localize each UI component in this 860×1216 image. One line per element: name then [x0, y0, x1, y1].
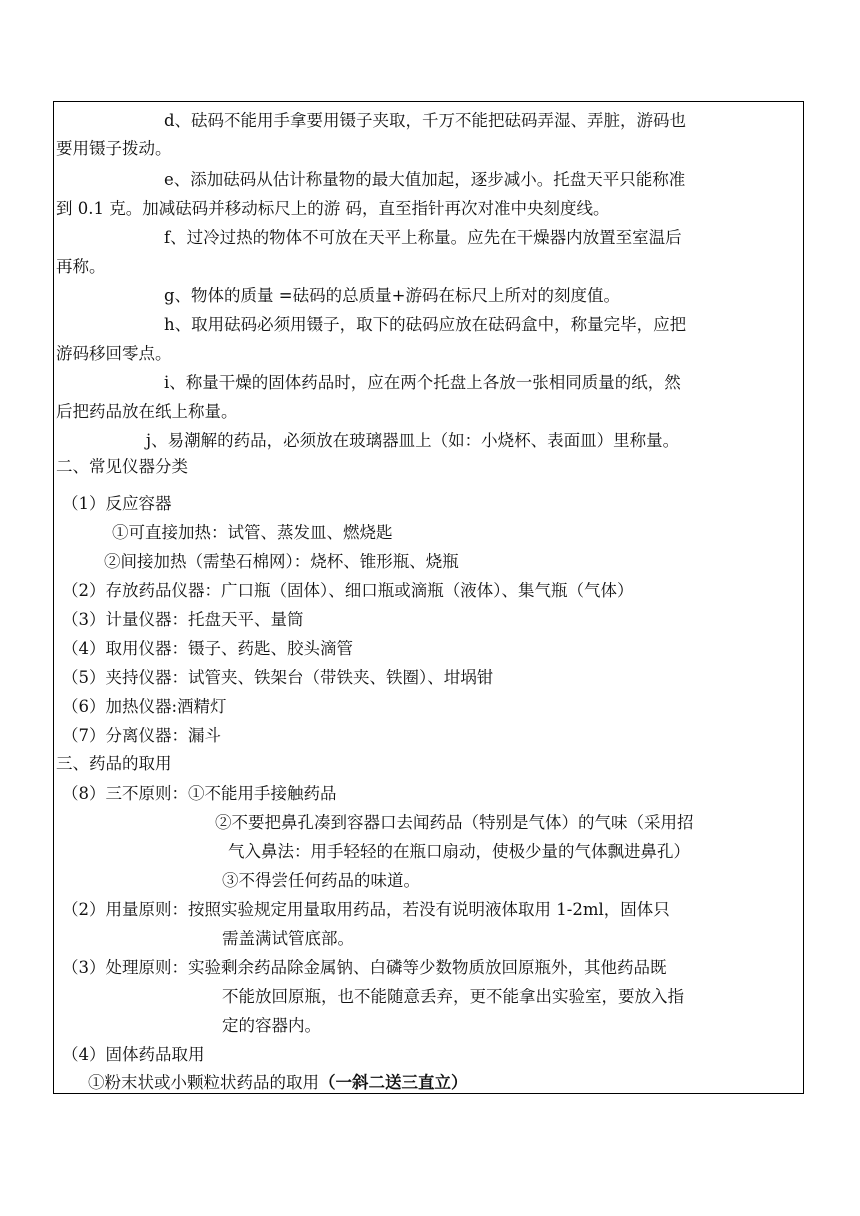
dosage-rule-line2: 需盖满试管底部。 [222, 929, 354, 948]
section2-item: （6）加热仪器:酒精灯 [62, 697, 227, 716]
section2-item: （5）夹持仪器：试管夹、铁架台（带铁夹、铁圈）、坩埚钳 [62, 668, 494, 687]
powder-line [88, 1072, 468, 1094]
rule-f-line1: f、过冷过热的物体不可放在天平上称量。应先在干燥器内放置至室温后 [164, 228, 682, 247]
section2-item: （2）存放药品仪器：广口瓶（固体）、细口瓶或滴瓶（液体）、集气瓶（气体） [62, 581, 634, 600]
section2-item: ②间接加热（需垫石棉网）：烧杯、锥形瓶、烧瓶 [104, 552, 459, 571]
disposal-rule-line3: 定的容器内。 [222, 1016, 321, 1035]
three-no-rule-line2: ②不要把鼻孔凑到容器口去闻药品（特别是气体）的气味（采用招 [215, 813, 694, 832]
rule-i-line2: 后把药品放在纸上称量。 [56, 402, 238, 421]
rule-j-line1: j、易潮解的药品，必须放在玻璃器皿上（如：小烧杯、表面皿）里称量。 [146, 431, 680, 450]
disposal-rule-line2: 不能放回原瓶，也不能随意丢弃，更不能拿出实验室，要放入指 [222, 987, 684, 1006]
disposal-rule-line1: （3）处理原则：实验剩余药品除金属钠、白磷等少数物质放回原瓶外，其他药品既 [62, 958, 667, 977]
rule-h-line1: h、取用砝码必须用镊子，取下的砝码应放在砝码盒中，称量完毕，应把 [164, 315, 687, 334]
rule-h-line2: 游码移回零点。 [56, 344, 172, 363]
section2-heading: 二、常见仪器分类 [56, 457, 188, 476]
section2-item: （4）取用仪器：镊子、药匙、胶头滴管 [62, 639, 353, 658]
section3-heading: 三、药品的取用 [56, 754, 172, 773]
three-no-rule-line4: ③不得尝任何药品的味道。 [222, 871, 420, 890]
powder-text: ①粉末状或小颗粒状药品的取用 [88, 1073, 319, 1092]
solid-drug-heading: （4）固体药品取用 [62, 1045, 205, 1064]
section2-item: ①可直接加热：试管、蒸发皿、燃烧匙 [112, 523, 393, 542]
rule-i-line1: i、称量干燥的固体药品时，应在两个托盘上各放一张相同质量的纸，然 [164, 373, 681, 392]
section2-item: （1）反应容器 [62, 494, 172, 513]
dosage-rule-line1: （2）用量原则：按照实验规定用量取用药品，若没有说明液体取用 1-2ml，固体只 [62, 900, 670, 919]
rule-d-line1: d、砝码不能用手拿要用镊子夹取，千万不能把砝码弄湿、弄脏，游码也 [164, 111, 687, 130]
section2-item: （3）计量仪器：托盘天平、量筒 [62, 610, 304, 629]
rule-e-line2: 到 0.1 克。加减砝码并移动标尺上的游 码，直至指针再次对准中央刻度线。 [56, 199, 610, 218]
three-no-rule-line3: 气入鼻法：用手轻轻的在瓶口扇动，使极少量的气体飘进鼻孔） [228, 842, 690, 861]
rule-f-line2: 再称。 [56, 257, 106, 276]
rule-g-line1: g、物体的质量 =砝码的总质量+游码在标尺上所对的刻度值。 [164, 286, 620, 305]
powder-mnemonic: （一斜二送三直立） [319, 1073, 468, 1092]
three-no-rule-line1: （8）三不原则：①不能用手接触药品 [62, 784, 337, 803]
section2-item: （7）分离仪器：漏斗 [62, 726, 221, 745]
rule-e-line1: e、添加砝码从估计称量物的最大值加起，逐步减小。托盘天平只能称准 [164, 170, 686, 189]
rule-d-line2: 要用镊子拨动。 [56, 139, 172, 158]
